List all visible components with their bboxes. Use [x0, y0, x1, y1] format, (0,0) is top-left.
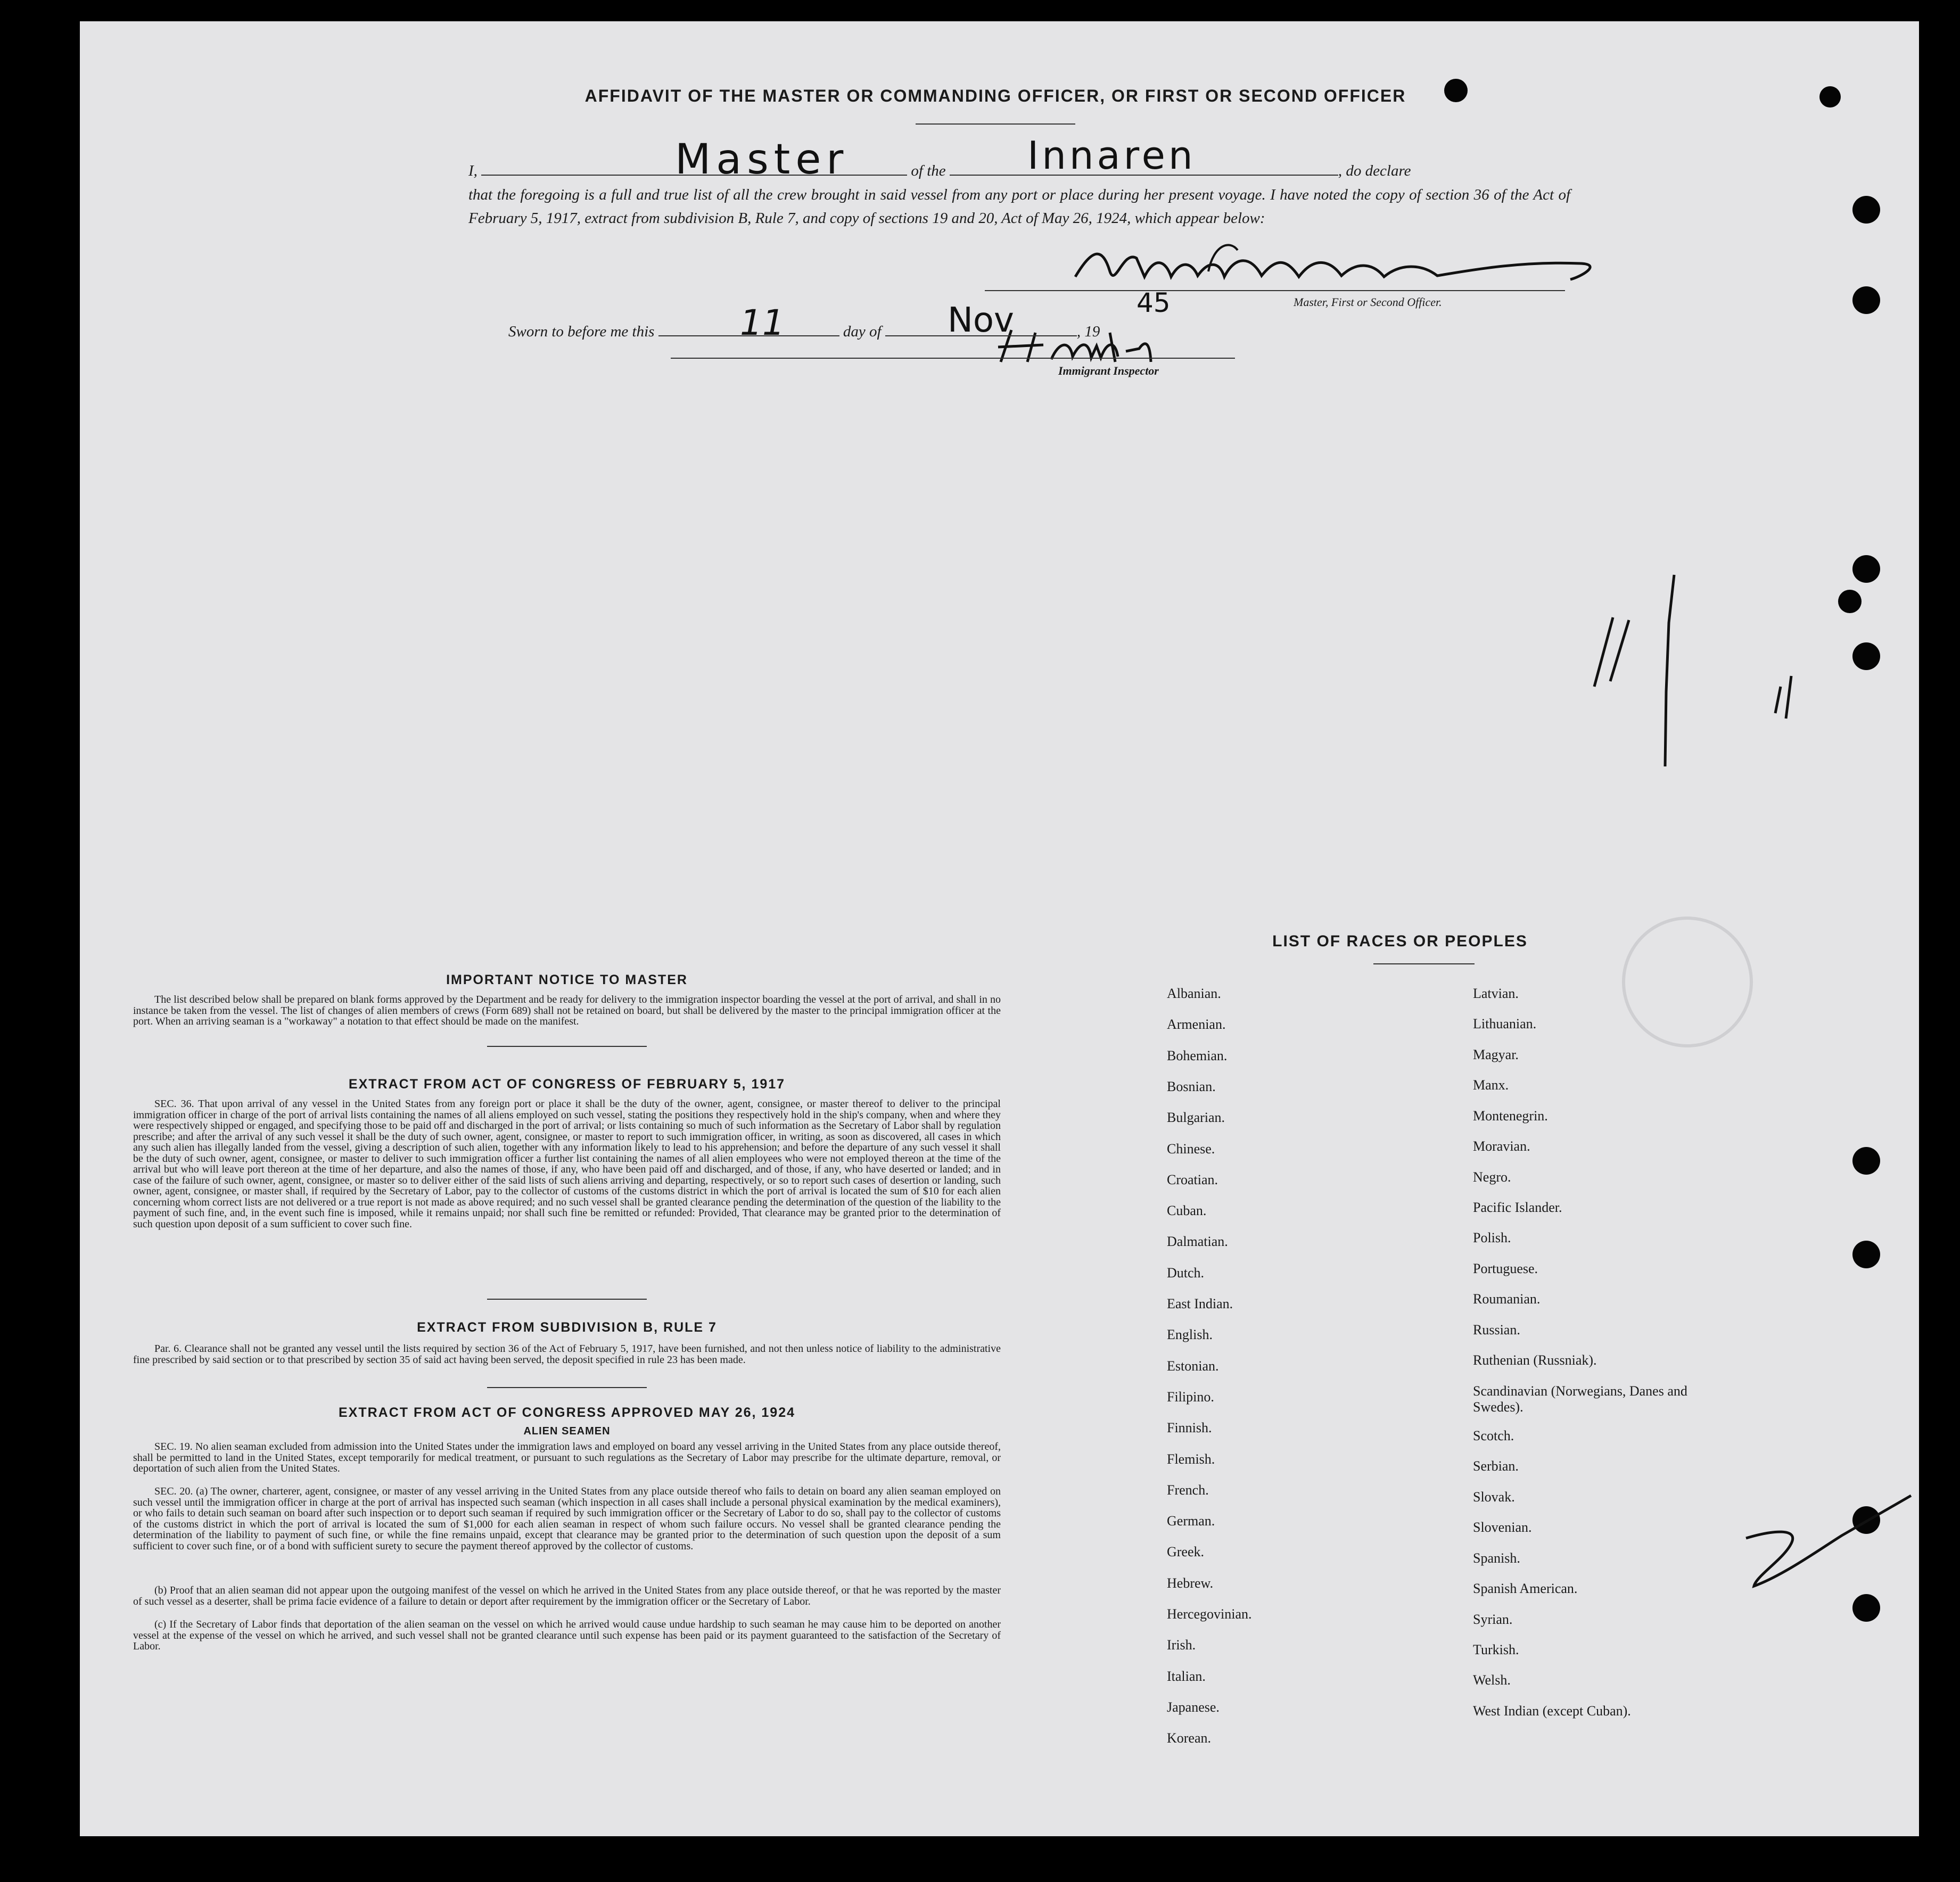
race-item: Korean.	[1167, 1730, 1212, 1746]
race-item: English.	[1167, 1327, 1213, 1342]
signature-line	[985, 290, 1565, 291]
master-caption: Master, First or Second Officer.	[1294, 295, 1442, 309]
race-item: Turkish.	[1473, 1642, 1519, 1657]
race-item: Hercegovinian.	[1167, 1606, 1252, 1622]
race-item: Roumanian.	[1473, 1291, 1541, 1307]
document-page	[80, 21, 1919, 1836]
sworn-line	[508, 319, 1307, 343]
race-item: Slovenian.	[1473, 1520, 1532, 1535]
affidavit-body: that the foregoing is a full and true list of all the crew brought in said vessel from any port or place during her present voyage. I have noted the copy of section 36 of the Act of February 5, 1917, extract from subdivision B, Rule 7, and copy of sections 19 and 20, Act of May 26, 1924, which appear below:	[468, 186, 1570, 227]
race-item: Italian.	[1167, 1669, 1206, 1684]
affidavit-line-1	[468, 159, 1570, 183]
binding-hole	[1852, 1241, 1880, 1268]
race-item: Syrian.	[1473, 1612, 1513, 1627]
race-item: Welsh.	[1473, 1672, 1511, 1688]
sworn-prefix: Sworn to before me this	[508, 323, 655, 340]
day-of-label: day of	[843, 323, 882, 340]
binding-hole	[1852, 1594, 1880, 1622]
race-item: Spanish American.	[1473, 1581, 1578, 1596]
race-item: Montenegrin.	[1473, 1108, 1548, 1124]
race-item: Lithuanian.	[1473, 1016, 1537, 1031]
races-title: LIST OF RACES OR PEOPLES	[1272, 932, 1528, 950]
handwritten-vessel: Innaren	[1027, 133, 1196, 178]
extract-1917-text: SEC. 36. That upon arrival of any vessel in the United States from any foreign port or place it shall be the duty of the owner, agent, consignee, or master thereof to deliver to the principal immigration officer in charge of the port of arrival lists containing the names of all aliens employed on such vessel, stating the positions they respectively hold in the ship's company, when and where they were respectively shipped or engaged, and specifying those to be paid off and discharged in the port of arrival; or lists containing so much of such information as the Secretary of Labor shall by regulation prescribe; and after the arrival of any such vessel it shall be the duty of such owner, agent, consignee, or master to report to such immigration officer, in writing, as soon as discovered, all cases in which any such alien has illegally landed from the vessel, giving a description of such alien, together with any information likely to lead to his apprehension; and before the departure of any such vessel it shall be the duty of such owner, agent, consignee, or master to deliver to such immigration officer a further list containing the names of all alien employees who were not employed thereon at the time of the arrival but who will leave port thereon at the time of her departure, and also the names of those, if any, who have been paid off and discharged, and of those, if any, who have deserted or landed; and in case of the failure of such owner, agent, consignee, or master so to deliver either of the said lists of such aliens arriving and departing, respectively, or so to report such cases of desertion or landing, such owner, agent, consignee, or master shall, if required by the Secretary of Labor, pay to the collector of customs of the customs district in which the port of arrival is located the sum of $10 for each alien concerning whom correct lists are not delivered or a true report is not made as above required; and no such vessel shall be granted clearance pending the determination of the question of the liability to the payment of such fine, and, in the event such fine is imposed, while it remains unpaid; nor shall such fine be remitted or refunded: Provided, That clearance may be granted prior to the determination of such question upon deposit of a sum sufficient to cover such fine.	[133, 1099, 1001, 1230]
race-item: West Indian (except Cuban).	[1473, 1703, 1631, 1719]
race-item: Russian.	[1473, 1322, 1520, 1338]
race-item: Portuguese.	[1473, 1261, 1538, 1276]
race-item: Flemish.	[1167, 1451, 1215, 1467]
race-item: French.	[1167, 1482, 1209, 1498]
of-the-label: of the	[911, 162, 946, 179]
section-divider	[487, 1046, 647, 1047]
section-divider	[487, 1387, 647, 1388]
extract-1924-title: EXTRACT FROM ACT OF CONGRESS APPROVED MAY 26, 1924	[338, 1405, 796, 1420]
inspector-caption: Immigrant Inspector	[1058, 364, 1159, 377]
affidavit-prefix: I,	[468, 162, 477, 179]
race-item: Armenian.	[1167, 1017, 1226, 1032]
binding-hole	[1819, 86, 1841, 108]
race-item: Finnish.	[1167, 1420, 1212, 1435]
title-divider	[916, 123, 1075, 125]
notice-text: The list described below shall be prepared on blank forms approved by the Department and be ready for delivery to the immigration inspector boarding the vessel at the port of arrival, and shall in no instance be taken from the vessel. The list of changes of alien members of crews (Form 689) shall not be retained on board, but shall be delivered by the master to the principal immigration officer at the port. When an arriving seaman is a "workaway" a notation to that effect should be made on the manifest.	[133, 994, 1001, 1027]
race-item: East Indian.	[1167, 1296, 1233, 1311]
affidavit-title: AFFIDAVIT OF THE MASTER OR COMMANDING OFFICER, OR FIRST OR SECOND OFFICER	[584, 86, 1406, 105]
race-item: Estonian.	[1167, 1358, 1219, 1374]
sec-20b-text: (b) Proof that an alien seaman did not appear upon the outgoing manifest of the vessel on which he arrived in the United States from any place outside thereof, or that he was reported by the master of such vessel as a deserter, shall be prima facie evidence of a failure to detain or deport after requirement by the immigration officer or the Secretary of Labor.	[133, 1585, 1001, 1607]
race-item: Bosnian.	[1167, 1079, 1216, 1094]
binding-hole	[1852, 1147, 1880, 1175]
race-item: Chinese.	[1167, 1141, 1215, 1157]
race-item: Moravian.	[1473, 1138, 1530, 1154]
binding-hole	[1852, 1506, 1880, 1534]
handwritten-officer: Master	[675, 136, 849, 184]
race-item: Slovak.	[1473, 1489, 1515, 1505]
handwritten-month: Nov	[948, 301, 1014, 340]
binding-hole	[1852, 555, 1880, 583]
declare-label: , do declare	[1338, 162, 1411, 179]
notice-title: IMPORTANT NOTICE TO MASTER	[446, 972, 688, 987]
race-item: Negro.	[1473, 1169, 1511, 1185]
race-item: Ruthenian (Russniak).	[1473, 1352, 1597, 1368]
race-item: Pacific Islander.	[1473, 1200, 1562, 1215]
race-item: Cuban.	[1167, 1203, 1207, 1218]
binding-hole	[1852, 196, 1880, 224]
race-item: Spanish.	[1473, 1550, 1520, 1566]
race-item: Dutch.	[1167, 1265, 1205, 1281]
race-item: Filipino.	[1167, 1389, 1214, 1405]
extract-rule7-text: Par. 6. Clearance shall not be granted any vessel until the lists required by section 36 of the Act of February 5, 1917, have been furnished, and not then unless notice of liability to the administrative fine prescribed by said section or to that prescribed by section 35 of said act having been served, the deposit specified in rule 23 has been made.	[133, 1343, 1001, 1366]
extract-rule7-title: EXTRACT FROM SUBDIVISION B, RULE 7	[417, 1320, 717, 1335]
race-item: Japanese.	[1167, 1699, 1220, 1715]
race-item: Magyar.	[1473, 1047, 1519, 1062]
race-item: Hebrew.	[1167, 1575, 1214, 1591]
binding-hole	[1852, 642, 1880, 670]
binding-hole	[1838, 590, 1862, 613]
race-item: German.	[1167, 1513, 1215, 1529]
sec-20c-text: (c) If the Secretary of Labor finds that deportation of the alien seaman on the vessel on which he arrived would cause undue hardship to such seaman he may cause him to be deported on another vessel at the expense of the vessel on which he arrived, and such vessel shall not be granted clearance until such expense has been paid or its payment guaranteed to the satisfaction of the Secretary of Labor.	[133, 1619, 1001, 1652]
race-item: Bohemian.	[1167, 1048, 1228, 1063]
race-item: Irish.	[1167, 1637, 1196, 1653]
race-item: Croatian.	[1167, 1172, 1218, 1187]
year-prefix: , 19	[1076, 323, 1100, 340]
inspector-line	[671, 358, 1235, 359]
race-item: Scandinavian (Norwegians, Danes and Swedes).	[1473, 1383, 1687, 1415]
races-divider	[1373, 963, 1475, 964]
alien-seamen-subtitle: ALIEN SEAMEN	[523, 1425, 611, 1437]
handwritten-day: 11	[740, 302, 785, 343]
race-item: Serbian.	[1473, 1458, 1519, 1474]
extract-1917-title: EXTRACT FROM ACT OF CONGRESS OF FEBRUARY 5, 1917	[348, 1077, 786, 1092]
race-item: Latvian.	[1473, 986, 1519, 1001]
race-item: Polish.	[1473, 1230, 1511, 1245]
race-item: Albanian.	[1167, 986, 1221, 1001]
sec-20a-text: SEC. 20. (a) The owner, charterer, agent, consignee, or master of any vessel arriving in the United States from any place outside thereof who fails to detain on board any alien seaman employed on such vessel until the immigration officer in charge at the port of arrival has inspected such seaman (which inspection in all cases shall include a personal physical examination by the medical examiners), or who fails to detain such seaman on board after such inspection or to deport such seaman if required by such immigration officer or the Secretary of Labor to do so, shall pay to the collector of customs of the customs district in which the port of arrival is located the sum of $1,000 for each alien seaman in respect of whom such failure occurs. No vessel shall be granted clearance pending the determination of the liability to payment of such fine, or while the fine remains unpaid, except that clearance may be granted prior to the determination of such question upon the deposit of a sum sufficient to cover such fine, or of a bond with sufficient surety to secure the payment thereof approved by the collector of customs.	[133, 1486, 1001, 1552]
race-item: Scotch.	[1473, 1428, 1514, 1443]
race-item: Manx.	[1473, 1077, 1509, 1093]
sec-19-text: SEC. 19. No alien seaman excluded from admission into the United States under the immigration laws and employed on board any vessel arriving in the United States from any place outside thereof, shall be permitted to land in the United States, except temporarily for medical treatment, or pursuant to such regulations as the Secretary of Labor may prescribe for the ultimate departure, removal, or deportation of such alien from the United States.	[133, 1441, 1001, 1474]
race-item: Greek.	[1167, 1544, 1205, 1559]
race-item: Dalmatian.	[1167, 1234, 1228, 1249]
handwritten-year: 45	[1137, 287, 1171, 318]
race-item: Bulgarian.	[1167, 1110, 1225, 1125]
section-divider	[487, 1299, 647, 1300]
binding-hole	[1852, 286, 1880, 314]
